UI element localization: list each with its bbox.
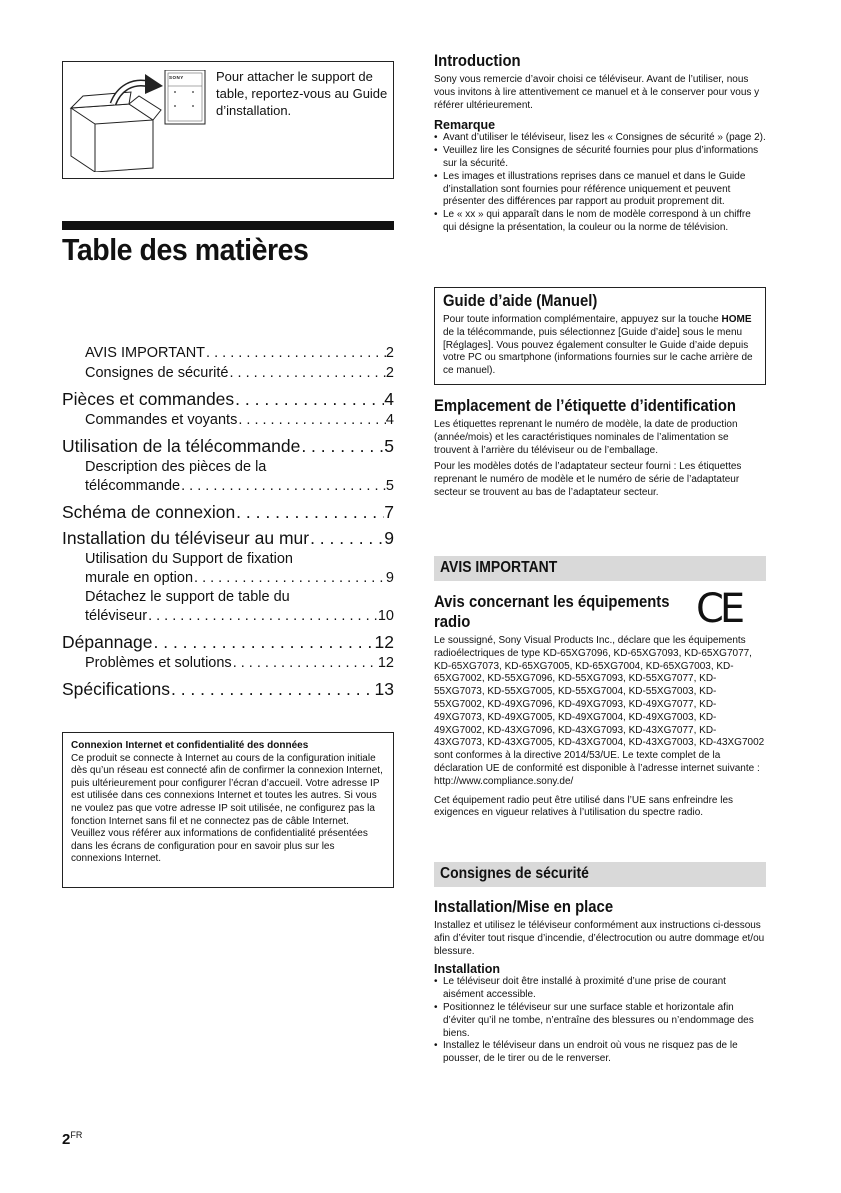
safety-band xyxy=(434,862,766,887)
radio-p2: Cet équipement radio peut être utilisé dans l’UE sans enfreindre les exigences en vigueur relatives à l’utilisation du spectre radio. xyxy=(434,794,734,819)
installation-title: Installation/Mise en place xyxy=(434,898,614,916)
toc-rule xyxy=(62,221,394,230)
toc-entry[interactable]: Commandes et voyants . . . 4 xyxy=(62,411,394,430)
radio-notice-section xyxy=(434,586,766,820)
page-number: $2^{FR}$ xyxy=(62,1130,83,1148)
toc-entry[interactable]: Consignes de sécurité . . . 2 xyxy=(62,364,394,383)
label-title: Emplacement de l’étiquette d’identification xyxy=(434,397,737,415)
stand-attach-note xyxy=(62,61,394,179)
tv-box-illustration xyxy=(69,70,211,172)
toc-entry[interactable]: téléviseur . . . 10 xyxy=(62,607,394,626)
attach-text: Pour attacher le support de table, reportez-vous au Guide d’installation. xyxy=(216,69,388,118)
table-of-contents xyxy=(62,344,394,701)
intro-body: Sony vous remercie d’avoir choisi ce téléviseur. Avant de l’utiliser, nous vous invitons à lire attentivement ce manuel et à le conserver pour vous y référer ultérieurement. xyxy=(434,74,760,111)
safety-band-title: Consignes de sécurité xyxy=(440,865,589,882)
toc-entry[interactable]: Utilisation de la télécommande . . . 5 xyxy=(62,434,394,458)
toc-entry[interactable]: Dépannage . . . 12 xyxy=(62,630,394,654)
remark-list xyxy=(434,132,766,234)
guide-body: Pour toute information complémentaire, appuyez sur la touche HOME de la télécommande, puis sélectionnez [Guide d’aide] sous le menu [Réglages]. Vous pouvez également consulter le Guide d’aide depuis votre PC ou smartphone (informations fournies sur le cache arrière de ce manuel). xyxy=(443,314,753,377)
privacy-notice xyxy=(62,732,394,888)
privacy-title: Connexion Internet et confidentialité des données xyxy=(71,740,309,751)
id-label-section xyxy=(434,397,766,500)
remark-title: Remarque xyxy=(434,118,496,133)
guide-title: Guide d’aide (Manuel) xyxy=(443,292,598,310)
avis-band-title: AVIS IMPORTANT xyxy=(440,559,558,576)
intro-title: Introduction xyxy=(434,52,521,70)
toc-entry[interactable]: murale en option . . . 9 xyxy=(62,569,394,588)
introduction-section xyxy=(434,52,766,235)
list-item: • Positionnez le téléviseur sur une surface stable et horizontale afin d’éviter qu’il ne tombe, n’entraîne des blessures ou n’endommage des biens. xyxy=(434,1002,766,1040)
toc-entry[interactable]: Installation du téléviseur au mur . . . 9 xyxy=(62,526,394,550)
list-item: • Le téléviseur doit être installé à proximité d’une prise de courant aisément accessible. xyxy=(434,976,766,1002)
list-item: • Installez le téléviseur dans un endroit où vous ne risquez pas de le pousser, de le tirer ou de le renverser. xyxy=(434,1040,766,1066)
list-item: • Les images et illustrations reprises dans ce manuel et dans le Guide d’installation sont fournies pour référence uniquement et peuvent présenter des différences par rapport au produit proprement dit. xyxy=(434,171,766,209)
toc-entry-line1[interactable]: Détachez le support de table du xyxy=(85,589,290,605)
radio-title-line1: Avis concernant les équipements xyxy=(434,593,670,611)
radio-title-line2: radio xyxy=(434,613,471,631)
help-guide-box xyxy=(434,287,766,385)
installation-list xyxy=(434,976,766,1066)
toc-entry-line1[interactable]: Utilisation du Support de fixation xyxy=(85,551,293,567)
toc-entry[interactable]: Spécifications . . . 13 xyxy=(62,677,394,701)
radio-p1: Le soussigné, Sony Visual Products Inc., déclare que les équipements radioélectriques de type KD-65XG7096, KD-65XG7093, KD-65XG7077, KD-65XG7073, KD-65XG7005, KD-65XG7004, KD-65XG7003, KD-65XG7002, KD-55XG7096, KD-55XG7093, KD-55XG7077, KD-55XG7073, KD-55XG7005, KD-55XG7004, KD-55XG7003, KD-55XG7002, KD-49XG7096, KD-49XG7093, KD-49XG7077, KD-49XG7073, KD-49XG7005, KD-49XG7004, KD-49XG7003, KD-49XG7002, KD-43XG7096, KD-43XG7093, KD-43XG7077, KD-43XG7073, KD-43XG7005, KD-43XG7004, KD-43XG7003, KD-43XG7002 sont conformes à la directive 2014/53/UE. Le texte complet de la déclaration UE de conformité est disponible à l’adresse internet suivante : http://www.compliance.sony.de/ xyxy=(434,635,765,787)
ce-mark-icon: CE xyxy=(696,586,742,632)
toc-title: Table des matières xyxy=(62,232,309,267)
list-item: • Avant d’utiliser le téléviseur, lisez les « Consignes de sécurité » (page 2). xyxy=(434,132,766,145)
label-p1: Les étiquettes reprenant le numéro de modèle, la date de production (année/mois) et les caractéristiques nominales de l’alimentation se trouvent à l’arrière du téléviseur ou de l’emballage. xyxy=(434,419,738,456)
toc-entry[interactable]: Problèmes et solutions . . . 12 xyxy=(62,654,394,673)
installation-subtitle: Installation xyxy=(434,962,500,977)
installation-section xyxy=(434,898,766,1066)
list-item: • Le « xx » qui apparaît dans le nom de modèle correspond à un chiffre qui désigne la présentation, la couleur ou la norme de télévision. xyxy=(434,209,766,235)
privacy-body: Ce produit se connecte à Internet au cours de la configuration initiale dès qu’un réseau est connecté afin de confirmer la connexion Internet, puis ultérieurement pour configurer l’écran d’accueil. Votre adresse IP est utilisée dans ces connexions Internet et toutes les autres. Si vous ne voulez pas que votre adresse IP soit utilisée, ne configurez pas la fonction Internet sans fil et ne connectez pas de câble Internet. Veuillez vous référer aux informations de confidentialité présentées dans les écrans de configuration pour en savoir plus sur les connexions Internet. xyxy=(71,752,383,865)
toc-entry-line1[interactable]: Description des pièces de la xyxy=(85,459,267,475)
toc-entry[interactable]: AVIS IMPORTANT . . . 2 xyxy=(62,344,394,363)
toc-entry[interactable]: Schéma de connexion . . . 7 xyxy=(62,500,394,524)
list-item: • Veuillez lire les Consignes de sécurité fournies pour plus d’informations sur la sécurité. xyxy=(434,145,766,171)
sony-logo: SONY xyxy=(169,75,184,80)
toc-entry[interactable]: télécommande . . . 5 xyxy=(62,477,394,496)
installation-body: Installez et utilisez le téléviseur conformément aux instructions ci-dessous afin d’éviter tout risque d’incendie, d’électrocution ou autre dommage et/ou blessure. xyxy=(434,920,765,957)
label-p2: Pour les modèles dotés de l’adaptateur secteur fourni : Les étiquettes reprenant le numéro de modèle et le numéro de série de l’adaptateur secteur se trouvent au bas de l’adaptateur secteur. xyxy=(434,461,742,498)
avis-band xyxy=(434,556,766,581)
toc-entry[interactable]: Pièces et commandes . . . 4 xyxy=(62,387,394,411)
